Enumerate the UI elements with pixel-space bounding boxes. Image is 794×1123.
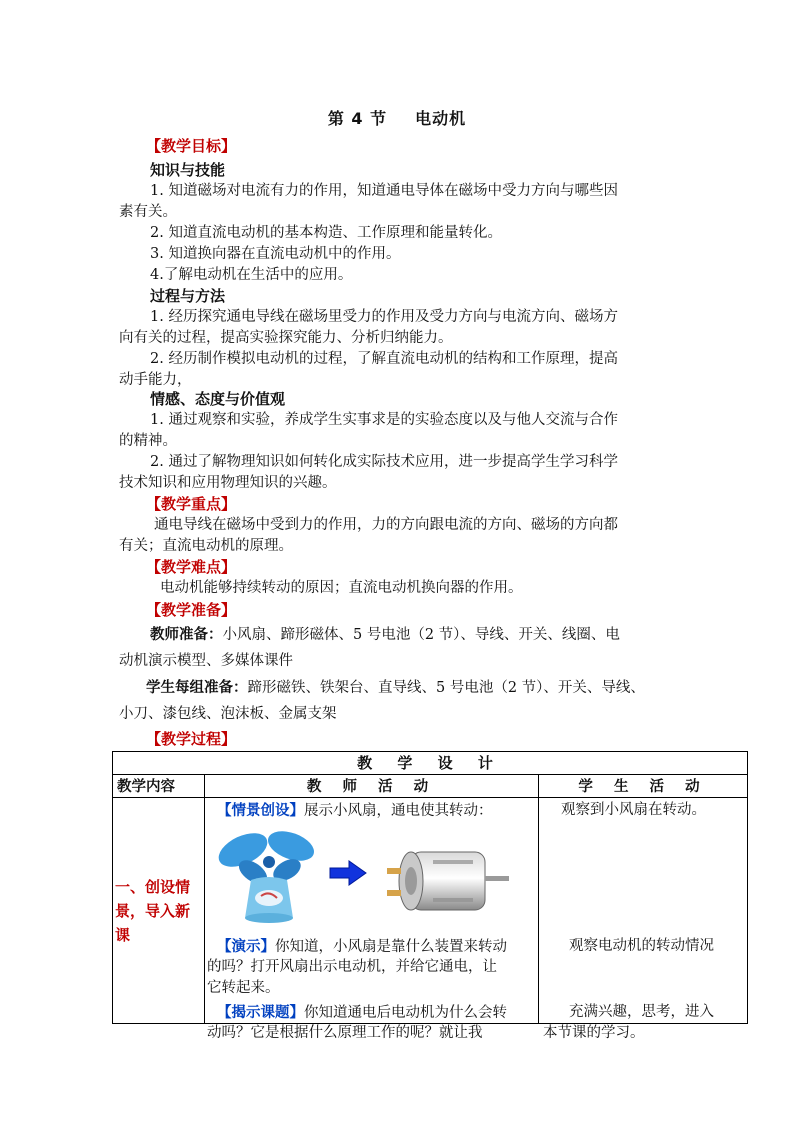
reveal-tag: 【揭示课题】 — [217, 1004, 304, 1021]
process-header: 【教学过程】 — [146, 730, 237, 748]
objectives-header: 【教学目标】 — [146, 137, 237, 155]
teacher-preparation-label: 教师准备： — [150, 627, 223, 643]
key-points-line-2: 有关；直流电动机的原理。 — [119, 538, 293, 554]
knowledge-line-4: 3. 知道换向器在直流电动机中的作用。 — [150, 246, 401, 262]
student-line-1: 观察到小风扇在转动。 — [561, 802, 706, 818]
content-line-3: 课 — [115, 925, 131, 944]
demo-line-2: 的吗？打开风扇出示电动机，并给它通电，让 — [207, 959, 497, 975]
knowledge-line-5: 4.了解电动机在生活中的应用。 — [150, 267, 353, 283]
key-points-header: 【教学重点】 — [146, 495, 237, 513]
teacher-preparation-line-2: 动机演示模型、多媒体课件 — [119, 653, 293, 669]
fan-illustration — [213, 828, 323, 928]
preparation-header: 【教学准备】 — [146, 601, 237, 619]
key-points-line-1: 通电导线在磁场中受到力的作用，力的方向跟电流的方向、磁场的方向都 — [154, 517, 618, 533]
col-header-teacher: 教 师 活 动 — [205, 775, 539, 798]
scene-tag: 【情景创设】 — [217, 802, 304, 819]
reveal-line-2: 动吗？它是根据什么原理工作的呢？就让我 — [207, 1025, 483, 1041]
demo-line-1: 你知道，小风扇是靠什么装置来转动 — [275, 939, 507, 955]
group-preparation — [146, 678, 645, 698]
table-caption: 教 学 设 计 — [113, 752, 748, 775]
knowledge-line-3: 2. 知道直流电动机的基本构造、工作原理和能量转化。 — [150, 225, 502, 241]
scene-text: 展示小风扇，通电使其转动： — [304, 803, 493, 819]
process-line-2: 向有关的过程，提高实验探究能力、分析归纳能力。 — [119, 330, 453, 346]
table-row — [113, 798, 748, 1024]
content-cell — [113, 798, 205, 1024]
section-number: 第 4 节 — [327, 109, 388, 128]
values-line-3: 2. 通过了解物理知识如何转化成实际技术应用，进一步提高学生学习科学 — [150, 454, 618, 470]
knowledge-line-2: 素有关。 — [119, 204, 177, 220]
knowledge-line-1: 1. 知道磁场对电流有力的作用，知道通电导体在磁场中受力方向与哪些因 — [150, 183, 618, 199]
table-caption-row — [113, 752, 748, 775]
group-preparation-label: 学生每组准备： — [146, 680, 248, 696]
process-title: 过程与方法 — [150, 287, 226, 305]
section-name: 电动机 — [415, 109, 467, 128]
teacher-preparation-items: 小风扇、蹄形磁体、5 号电池（2 节）、导线、开关、线圈、电 — [222, 627, 620, 643]
teacher-preparation — [150, 625, 620, 645]
col-header-content: 教学内容 — [113, 775, 205, 798]
values-line-4: 技术知识和应用物理知识的兴趣。 — [119, 475, 337, 491]
group-preparation-line-2: 小刀、漆包线、泡沫板、金属支架 — [119, 706, 337, 722]
page-title — [0, 106, 794, 129]
values-line-2: 的精神。 — [119, 433, 177, 449]
process-line-1: 1. 经历探究通电导线在磁场里受力的作用及受力方向与电流方向、磁场方 — [150, 309, 618, 325]
scene-paragraph — [217, 800, 493, 822]
student-line-2: 观察电动机的转动情况 — [569, 938, 714, 954]
process-line-4: 动手能力， — [119, 372, 192, 388]
student-line-4: 本节课的学习。 — [543, 1025, 645, 1041]
group-preparation-items: 蹄形磁铁、铁架台、直导线、5 号电池（2 节）、开关、导线、 — [247, 680, 645, 696]
right-arrow-icon — [329, 860, 367, 886]
knowledge-title: 知识与技能 — [150, 161, 226, 179]
motor-illustration — [383, 838, 513, 928]
student-line-3: 充满兴趣，思考，进入 — [569, 1004, 714, 1020]
student-activity-cell — [539, 798, 748, 1041]
values-title: 情感、态度与价值观 — [150, 390, 286, 408]
difficulties-header: 【教学难点】 — [146, 558, 237, 576]
teacher-activity-cell — [205, 798, 539, 1041]
lesson-plan-table — [112, 751, 748, 1041]
demo-tag: 【演示】 — [217, 938, 275, 955]
reveal-line-1: 你知道通电后电动机为什么会转 — [304, 1005, 507, 1021]
table-header-row — [113, 775, 748, 798]
demo-paragraph — [217, 936, 507, 958]
values-line-1: 1. 通过观察和实验，养成学生实事求是的实验态度以及与他人交流与合作 — [150, 412, 618, 428]
content-line-2: 景，导入新 — [115, 901, 191, 920]
col-header-student: 学 生 活 动 — [539, 775, 748, 798]
reveal-paragraph — [217, 1002, 507, 1024]
difficulties-text: 电动机能够持续转动的原因；直流电动机换向器的作用。 — [160, 580, 523, 596]
demo-line-3: 它转起来。 — [207, 980, 280, 996]
process-line-3: 2. 经历制作模拟电动机的过程，了解直流电动机的结构和工作原理，提高 — [150, 351, 618, 367]
content-line-1: 一、创设情 — [115, 877, 191, 896]
